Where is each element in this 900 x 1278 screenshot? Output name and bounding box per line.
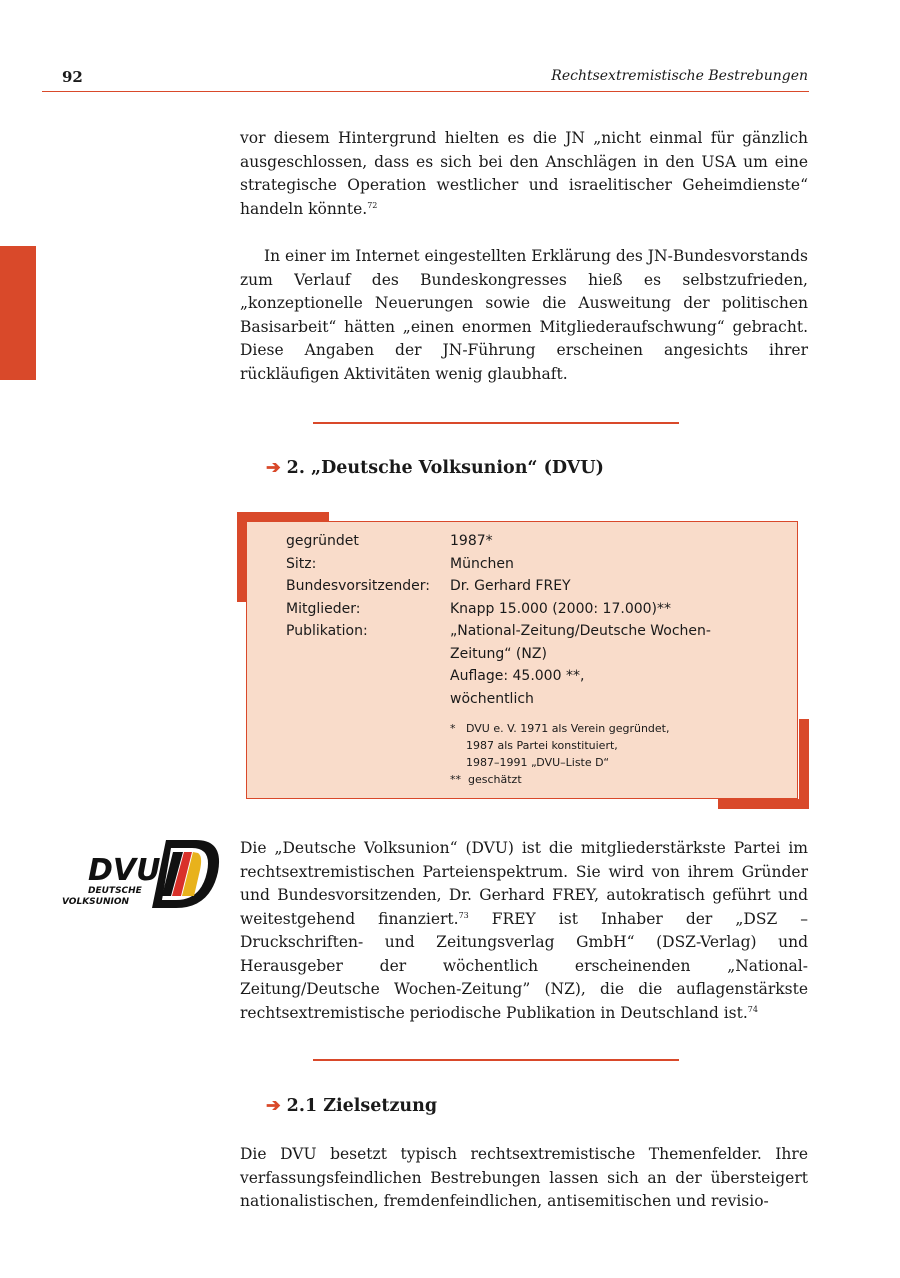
info-value: 1987* (450, 533, 493, 549)
section-heading-zielsetzung (266, 1096, 437, 1116)
infobox-footnote: * DVU e. V. 1971 als Verein gegründet, (450, 722, 670, 735)
paragraph-4: Die DVU besetzt typisch rechtsextremistische Themenfelder. Ihre verfassungsfeindlichen Bestrebungen lassen sich an der übersteigert nationalistischen, fremdenfeindlichen, antisemitischen und revisio- (240, 1145, 808, 1210)
section-heading-dvu-text: 2. „Deutsche Volksunion“ (DVU) (286, 458, 604, 478)
dvu-logo (58, 836, 224, 912)
arrow-right-icon: ➔ (266, 1096, 281, 1116)
arrow-right-icon: ➔ (266, 458, 281, 478)
infobox-footnote: 1987–1991 „DVU–Liste D“ (466, 756, 610, 769)
page-number: 92 (62, 68, 83, 86)
info-value-block (450, 620, 740, 710)
info-value-line: wöchentlich (450, 690, 534, 707)
dvu-logo-graphic (58, 836, 224, 912)
paragraph-1 (240, 127, 808, 221)
side-tab-marker (0, 246, 36, 380)
paragraph-3-text-b: FREY ist Inhaber der „DSZ – Druckschriften- und Zeitungsverlag GmbH“ (DSZ-Verlag) und Herausgeber der wöchentlich erscheinenden „National-Zeitung/Deutsche Wochen-Zeitung” (NZ), die die auflagenstärkste rechtsextremistische periodische Publikation in Deutschland ist. (240, 909, 808, 1022)
paragraph-1-text: vor diesem Hintergrund hielten es die JN „nicht einmal für gänzlich ausgeschlossen, dass es sich bei den Anschlägen in den USA um eine strategische Operation westlicher und israelitischer Geheimdienste“ handeln könnte. (240, 129, 808, 218)
info-value: Dr. Gerhard FREY (450, 578, 571, 594)
footnote-ref-72[interactable]: 72 (367, 200, 378, 210)
paragraph-3 (240, 837, 808, 1025)
info-value-line: „National-Zeitung/Deutsche Wochen- (450, 623, 711, 639)
info-label: Mitglieder: (286, 601, 361, 617)
dvu-logo-line2: VOLKSUNION (62, 897, 130, 907)
infobox-accent-bottom-h (718, 799, 809, 809)
info-value: München (450, 556, 514, 572)
infobox-footnotes (450, 720, 750, 788)
infobox-footnote: ** geschätzt (450, 773, 522, 786)
info-value: Knapp 15.000 (2000: 17.000)** (450, 601, 671, 617)
section-heading-zielsetzung-text: 2.1 Zielsetzung (286, 1096, 438, 1116)
section-divider-2 (313, 1059, 679, 1061)
section-heading-dvu (266, 458, 604, 478)
paragraph-2: In einer im Internet eingestellten Erklärung des JN-Bundesvorstands zum Verlauf des Bundeskongresses hieß es selbstzufrieden, „konzeptionelle Neuerungen sowie die Ausweitung der politischen Basisarbeit“ hätten „einen enormen Mitgliederaufschwung“ gebracht. Diese Angaben der JN-Führung erscheinen angesichts ihrer rückläufigen Aktivitäten wenig glaubhaft. (240, 247, 808, 383)
party-info-box (246, 521, 798, 799)
running-header: Rechtsextremistische Bestrebungen (551, 68, 808, 84)
paragraph-3-text-a: Die „Deutsche Volksunion“ (DVU) ist die mitgliederstärkste Partei im rechtsextremistischen Parteienspektrum. Sie wird von ihrem Gründer und Bundesvorsitzenden, Dr. Gerhard FREY, autokratisch geführt und weitestgehend finanziert. (240, 839, 808, 928)
footnote-ref-73[interactable]: 73 (458, 910, 469, 920)
info-value-line: Zeitung“ (NZ) (450, 645, 547, 662)
info-label: gegründet (286, 533, 359, 549)
info-label: Bundesvorsitzender: (286, 578, 430, 594)
info-label: Publikation: (286, 623, 368, 639)
footnote-ref-74[interactable]: 74 (747, 1004, 758, 1014)
infobox-accent-bottom-v (799, 719, 809, 809)
section-divider-1 (313, 422, 679, 424)
dvu-logo-line1: DEUTSCHE (88, 886, 142, 896)
info-label: Sitz: (286, 556, 317, 572)
infobox-footnote: 1987 als Partei konstituiert, (466, 739, 618, 752)
info-value-line: Auflage: 45.000 **, (450, 668, 585, 684)
dvu-logo-letters: DVU (88, 853, 161, 888)
header-rule (42, 91, 809, 92)
